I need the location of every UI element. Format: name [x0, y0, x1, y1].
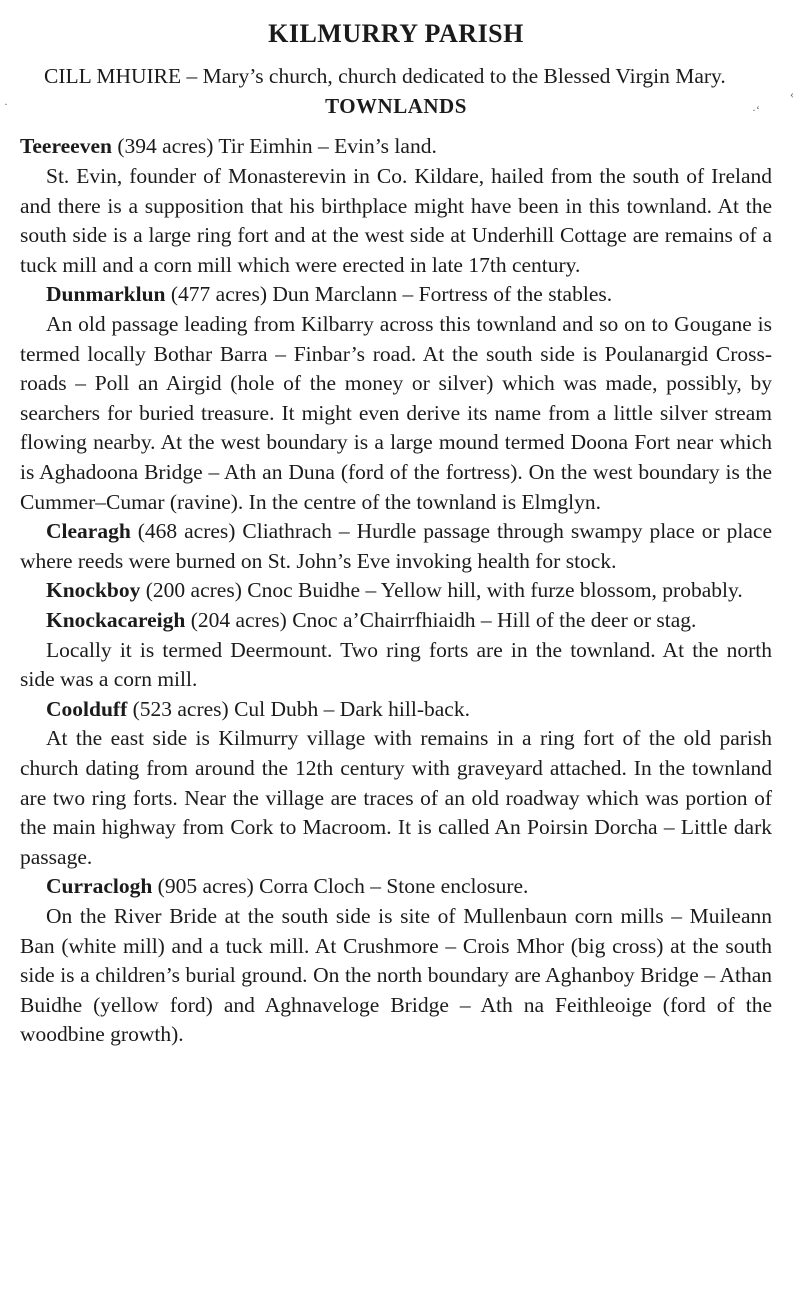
townland-name: Dunmarklun: [46, 282, 166, 307]
townland-description: At the east side is Kilmurry village with remains in a ring fort of the old parish church dating from around the 12th century with graveyard attached. In the townland are two ring forts. Near the village are traces of an old roadway which was portion of the main highway from Cork to Macroom. It is called An Poirsin Dorcha – Little dark passage.: [20, 726, 772, 869]
townland-entry: [20, 132, 772, 162]
scan-speck: ·: [4, 97, 8, 111]
townland-name: Coolduff: [46, 696, 128, 721]
townland-description: On the River Bride at the south side is site of Mullenbaun corn mills – Muileann Ban (white mill) and a tuck mill. At Crushmore – Crois Mhor (big cross) at the south side is a children’s burial ground. On the north boundary are Aghanboy Bridge – Athan Buidhe (yellow ford) and Aghnaveloge Bridge – Ath na Feithleoige (ford of the woodbine growth).: [20, 903, 772, 1047]
townland-list: [20, 132, 772, 1049]
townland-name: Teereeven: [20, 134, 112, 159]
document-page: [20, 18, 772, 1050]
parish-intro: CILL MHUIRE – Mary’s church, church dedicated to the Blessed Virgin Mary.: [44, 64, 726, 89]
townland-details: (394 acres) Tir Eimhin – Evin’s land.: [117, 134, 437, 159]
townland-description: St. Evin, founder of Monasterevin in Co. Kildare, hailed from the south of Ireland and there is a supposition that his birthplace might have been in this townland. At the south side is a large ring fort and at the west side at Underhill Cottage are remains of a tuck mill and a corn mill which were erected in late 17th century.: [20, 164, 772, 277]
townland-details: (204 acres) Cnoc a’Chairrfhiaidh – Hill of the deer or stag.: [190, 607, 697, 632]
scan-speck: ‹: [790, 87, 794, 101]
townland-details: (477 acres) Dun Marclann – Fortress of the stables.: [170, 282, 613, 307]
townland-name: Curraclogh: [46, 874, 153, 899]
townland-details: (905 acres) Corra Cloch – Stone enclosure.: [157, 874, 529, 899]
townland-details: (200 acres) Cnoc Buidhe – Yellow hill, with furze blossom, probably.: [145, 578, 743, 603]
townland-entry: [20, 606, 772, 636]
townland-entry: [20, 576, 772, 606]
townland-entry: [20, 280, 772, 310]
scan-speck: ·‘: [752, 103, 760, 117]
townland-details: (468 acres) Cliathrach – Hurdle passage through swampy place or place where reeds were burned on St. John’s Eve invoking health for stock.: [20, 519, 772, 573]
townland-details: (523 acres) Cul Dubh – Dark hill-back.: [132, 696, 470, 721]
townland-entry: [20, 695, 772, 725]
section-heading: TOWNLANDS: [325, 94, 467, 119]
townland-description: Locally it is termed Deermount. Two ring forts are in the townland. At the north side was a corn mill.: [20, 637, 772, 692]
townland-name: Knockboy: [46, 578, 141, 603]
townland-name: Clearagh: [46, 519, 131, 544]
townland-entry: [20, 872, 772, 902]
townland-entry: [20, 517, 772, 576]
townland-description: An old passage leading from Kilbarry across this townland and so on to Gougane is termed locally Bothar Barra – Finbar’s road. At the south side is Poulanargid Cross-roads – Poll an Airgid (hole of the money or silver) which was made, possibly, by searchers for buried treasure. It might even derive its name from a little silver stream flowing nearby. At the west boundary is a large mound termed Doona Fort near which is Aghadoona Bridge – Ath an Duna (ford of the fortress). On the west boundary is the Cummer–Cumar (ravine). In the centre of the townland is Elmglyn.: [20, 312, 772, 514]
townland-name: Knockacareigh: [46, 607, 186, 632]
page-title: KILMURRY PARISH: [268, 19, 524, 48]
